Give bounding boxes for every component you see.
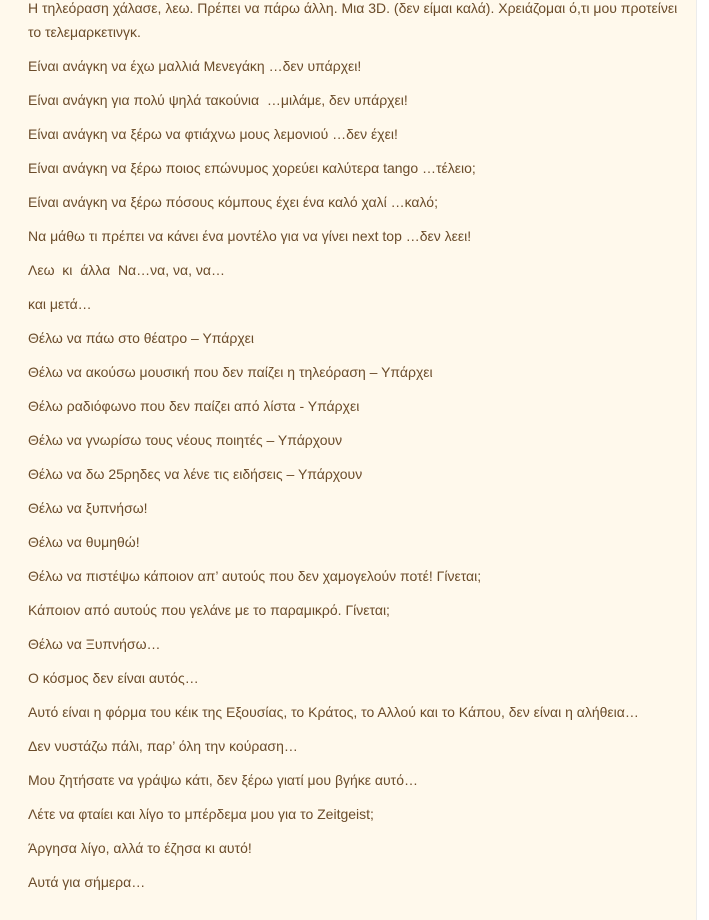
paragraph: Κάποιον από αυτούς που γελάνε με το παραμικρό. Γίνεται;: [28, 602, 390, 618]
paragraph: Είναι ανάγκη να ξέρω πόσους κόμπους έχει ένα καλό χαλί …καλό;: [28, 194, 438, 210]
paragraph: Είναι ανάγκη για πολύ ψηλά τακούνια …μιλάμε, δεν υπάρχει!: [28, 92, 408, 108]
paragraph: Άργησα λίγο, αλλά το έζησα κι αυτό!: [28, 840, 252, 856]
paragraph: Λεω κι άλλα Να…να, να, να…: [28, 262, 225, 278]
paragraph: Αυτά για σήμερα…: [28, 874, 146, 890]
paragraph: Είναι ανάγκη να ξέρω να φτιάχνω μους λεμονιού …δεν έχει!: [28, 126, 398, 142]
paragraph: Ο κόσμος δεν είναι αυτός…: [28, 670, 199, 686]
paragraph: Θέλω να Ξυπνήσω…: [28, 636, 161, 652]
paragraph: Λέτε να φταίει και λίγο το μπέρδεμα μου για το Zeitgeist;: [28, 806, 374, 822]
paragraph: Η τηλεόραση χάλασε, λεω. Πρέπει να πάρω άλλη. Μια 3D. (δεν είμαι καλά). Χρειάζομαι ό,τι μου προτείνει το τελεμαρκετινγκ.: [28, 0, 682, 40]
paragraph: Δεν νυστάζω πάλι, παρ’ όλη την κούραση…: [28, 738, 298, 754]
paragraph: Θέλω να ακούσω μουσική που δεν παίζει η τηλεόραση – Υπάρχει: [28, 364, 433, 380]
paragraph: Να μάθω τι πρέπει να κάνει ένα μοντέλο για να γίνει next top …δεν λεει!: [28, 228, 472, 244]
paragraph: Θέλω να γνωρίσω τους νέους ποιητές – Υπάρχουν: [28, 432, 343, 448]
paragraph: Θέλω να ξυπνήσω!: [28, 500, 148, 516]
paragraph: και μετά…: [28, 296, 92, 312]
paragraph: Θέλω ραδιόφωνο που δεν παίζει από λίστα - Υπάρχει: [28, 398, 360, 414]
paragraph: Είναι ανάγκη να ξέρω ποιος επώνυμος χορεύει καλύτερα tango …τέλειο;: [28, 160, 476, 176]
paragraph: Μου ζητήσατε να γράψω κάτι, δεν ξέρω γιατί μου βγήκε αυτό…: [28, 772, 418, 788]
paragraph: Θέλω να θυμηθώ!: [28, 534, 140, 550]
article-body: [28, 0, 682, 904]
paragraph: Αυτό είναι η φόρμα του κέικ της Εξουσίας, το Κράτος, το Αλλού και το Κάπου, δεν είναι η αλήθεια…: [28, 704, 639, 720]
paragraph: Θέλω να πιστέψω κάποιον απ’ αυτούς που δεν χαμογελούν ποτέ! Γίνεται;: [28, 568, 482, 584]
paragraph: Θέλω να δω 25ρηδες να λένε τις ειδήσεις – Υπάρχουν: [28, 466, 363, 482]
paragraph: Είναι ανάγκη να έχω μαλλιά Μενεγάκη …δεν υπάρχει!: [28, 58, 362, 74]
paragraph: Θέλω να πάω στο θέατρο – Υπάρχει: [28, 330, 255, 346]
page-margin: [697, 0, 709, 920]
